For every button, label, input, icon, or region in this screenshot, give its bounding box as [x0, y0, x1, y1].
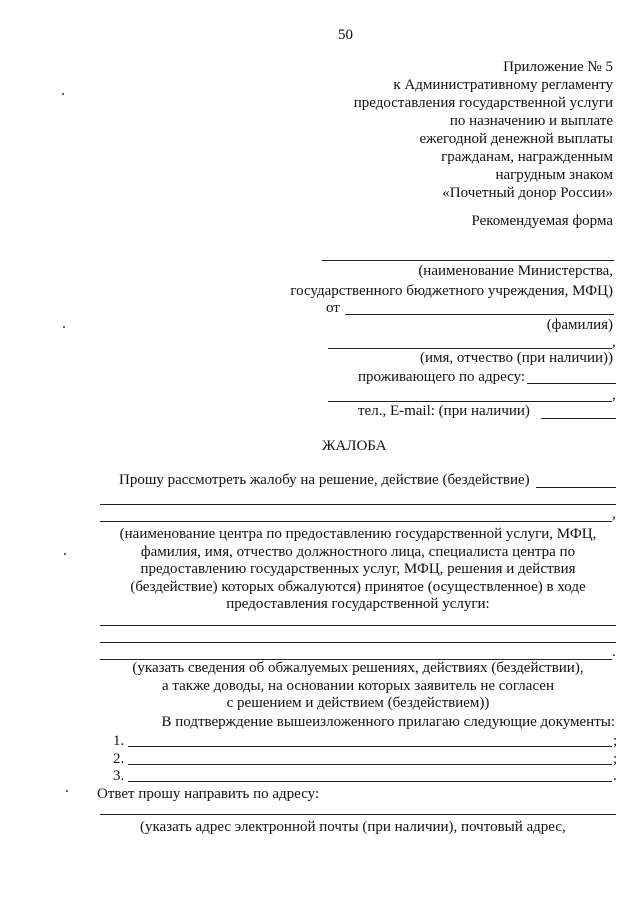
attachment-line — [128, 781, 612, 782]
details-hint — [100, 660, 616, 713]
period: . — [612, 644, 616, 660]
hint-line: (указать сведения об обжалуемых решениях, действиях (бездействии), — [132, 660, 584, 676]
details-line-2 — [100, 642, 616, 643]
attachment-end: ; — [613, 751, 618, 767]
page-number: 50 — [338, 27, 353, 43]
reply-label: Ответ прошу направить по адресу: — [97, 786, 320, 802]
appendix-line: Приложение № 5 — [503, 59, 613, 75]
comma: , — [612, 387, 616, 403]
attachment-line — [128, 764, 612, 765]
name-hint: (имя, отчество (при наличии)) — [419, 350, 613, 366]
attachment-number: 3. — [113, 768, 125, 784]
from-label: от — [326, 300, 340, 316]
request-line-1 — [100, 504, 616, 505]
scan-speck — [66, 790, 68, 792]
reply-hint: (указать адрес электронной почты (при наличии), почтовый адрес, — [140, 819, 566, 835]
request-text: Прошу рассмотреть жалобу на решение, действие (бездействие) — [119, 472, 530, 488]
hint-line: (бездействие) которых обжалуются) принятое (осуществленное) в ходе — [130, 578, 586, 595]
attachment-end: ; — [613, 733, 618, 749]
hint-line: предоставлению государственных услуг, МФЦ, решения и действия — [140, 561, 576, 577]
name-line — [328, 348, 612, 349]
appendix-header — [283, 58, 613, 202]
phone-label: тел., E-mail: (при наличии) — [358, 403, 530, 419]
from-line — [345, 314, 614, 315]
phone-line — [541, 418, 616, 419]
reply-line — [100, 814, 616, 815]
hint-line: (наименование центра по предоставлению государственной услуги, МФЦ, — [119, 526, 597, 542]
scan-speck — [63, 326, 65, 328]
ministry-line — [322, 260, 614, 261]
ministry-hint-2: государственного бюджетного учреждения, МФЦ) — [290, 283, 613, 299]
comma: , — [612, 506, 616, 522]
appendix-line: к Административному регламенту — [393, 77, 613, 93]
complaint-title: ЖАЛОБА — [322, 438, 387, 454]
attachments-intro: В подтверждение вышеизложенного прилагаю следующие документы: — [161, 714, 615, 730]
address-line-2 — [328, 401, 612, 402]
address-label: проживающего по адресу: — [358, 369, 526, 385]
request-hint — [100, 526, 616, 614]
request-line-0 — [536, 487, 616, 488]
ministry-hint: (наименование Министерства, — [418, 263, 613, 279]
attachment-line — [128, 746, 612, 747]
appendix-line: гражданам, награжденным — [441, 149, 613, 165]
attachment-number: 2. — [113, 751, 125, 767]
appendix-line: нагрудным знаком — [495, 167, 613, 183]
scan-speck — [64, 553, 66, 555]
appendix-line: по назначению и выплате — [449, 113, 613, 129]
appendix-line: «Почетный донор России» — [442, 185, 613, 201]
appendix-line: предоставления государственной услуги — [353, 95, 613, 111]
hint-line: а также доводы, на основании которых заявитель не согласен — [162, 677, 554, 694]
address-line-1 — [527, 383, 616, 384]
details-line-1 — [100, 625, 616, 626]
request-line-2 — [100, 521, 612, 522]
recommended-form-label: Рекомендуемая форма — [471, 213, 613, 229]
hint-line: предоставления государственной услуги: — [226, 596, 490, 612]
surname-hint: (фамилия) — [546, 317, 613, 333]
scan-speck — [62, 93, 64, 95]
hint-line: фамилия, имя, отчество должностного лица, специалиста центра по — [140, 543, 576, 560]
attachment-end: . — [613, 768, 617, 784]
comma: , — [612, 334, 616, 350]
appendix-line: ежегодной денежной выплаты — [419, 131, 613, 147]
attachment-number: 1. — [113, 733, 125, 749]
hint-line: с решением и действием (бездействием)) — [226, 695, 490, 711]
